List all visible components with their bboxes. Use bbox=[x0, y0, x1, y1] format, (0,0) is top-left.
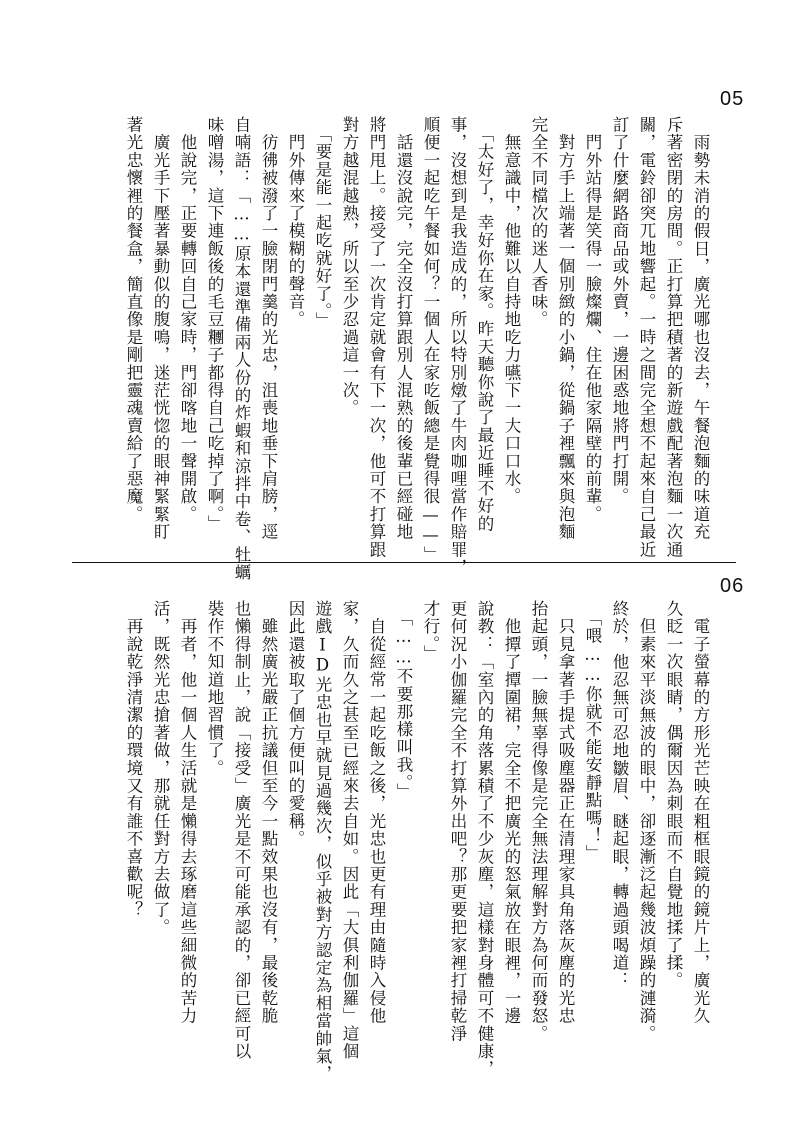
page-number-06: 06 bbox=[720, 575, 745, 597]
text-line: 對方越混越熟，所以至少忍過這一次。 bbox=[340, 116, 359, 417]
text-line: 也懶得制止，說「接受」廣光是不可能承認的，卻已經可以 bbox=[232, 600, 251, 1061]
text-line: 對方手上端著一個別緻的小鍋，從鍋子裡飄來與泡麵 bbox=[556, 116, 575, 541]
text-line: 更何況小伽羅完全不打算外出吧？那更要把家裡打掃乾淨 bbox=[448, 600, 467, 1043]
text-line: 門外傳來了模糊的聲音。 bbox=[286, 116, 305, 329]
text-line: 廣光手下壓著暴動似的腹鳴，迷茫恍惚的眼神緊緊盯 bbox=[151, 116, 170, 541]
text-line: 斥著密閉的房間。正打算把積著的新遊戲配著泡麵一次通 bbox=[664, 116, 683, 559]
page-05-text bbox=[74, 116, 714, 582]
text-line: 「……不要那樣叫我。」 bbox=[394, 600, 413, 801]
text-line: 雖然廣光嚴正抗議但至今一點效果也沒有，最後乾脆 bbox=[259, 600, 278, 1025]
text-line: 但素來平淡無波的眼中，卻逐漸泛起幾波煩躁的漣漪。 bbox=[637, 600, 656, 1043]
text-line: 活，既然光忠搶著做，那就任對方去做了。 bbox=[151, 600, 170, 937]
text-line: 訂了什麼網路商品或外賣，一邊困惑地將門打開。 bbox=[610, 116, 629, 506]
text-line: 電子螢幕的方形光芒映在粗框眼鏡的鏡片上，廣光久 bbox=[691, 600, 710, 1025]
text-line: 話還沒說完，完全沒打算跟別人混熟的後輩已經碰地 bbox=[394, 116, 413, 541]
text-line: 著光忠懷裡的餐盒，簡直像是剛把靈魂賣給了惡魔。 bbox=[124, 116, 143, 524]
text-line: 無意識中，他難以自持地吃力嚥下一大口口水。 bbox=[502, 116, 521, 506]
page-number-05: 05 bbox=[720, 88, 745, 110]
text-line: 因此還被取了個方便叫的愛稱。 bbox=[286, 600, 305, 848]
text-line: 順便一起吃午餐如何？一個人在家吃飯總是覺得很——」 bbox=[421, 116, 440, 564]
text-line: 彷彿被潑了一臉閉門羹的光忠，沮喪地垂下肩膀，逕 bbox=[259, 116, 278, 541]
text-line: 遊戲ID光忠也早就見過幾次，似乎被對方認定為相當帥氣， bbox=[313, 600, 332, 1083]
text-line: 將門甩上。接受了一次肯定就會有下一次，他可不打算跟 bbox=[367, 116, 386, 559]
text-line: 自喃語：「……原本還準備兩人份的炸蝦和涼拌中卷、牡蠣 bbox=[232, 116, 251, 582]
text-line: 家，久而久之甚至已經來去自如。因此「大俱利伽羅」這個 bbox=[340, 600, 359, 1061]
text-line: 他撢了撢圍裙，完全不把廣光的怒氣放在眼裡，一邊 bbox=[502, 600, 521, 1025]
text-line: 說教：「室內的角落累積了不少灰塵，這樣對身體可不健康， bbox=[475, 600, 494, 1078]
text-line: 味噌湯，這下連飯後的毛豆糰子都得自己吃掉了啊。」 bbox=[205, 116, 224, 533]
text-line: 再說乾淨清潔的環境又有誰不喜歡呢？ bbox=[124, 600, 143, 919]
text-line: 抬起頭，一臉無辜得像是完全無法理解對方為何而發怒。 bbox=[529, 600, 548, 1043]
text-line: 事，沒想到是我造成的，所以特別燉了牛肉咖哩當作賠罪， bbox=[448, 116, 467, 577]
text-line: 門外站得是笑得一臉燦爛、住在他家隔壁的前輩。 bbox=[583, 116, 602, 524]
text-line: 只見拿著手提式吸塵器正在清理家具角落灰塵的光忠 bbox=[556, 600, 575, 1025]
text-line: 他說完，正要轉回自己家時，門卻喀地一聲開啟。 bbox=[178, 116, 197, 524]
text-line: 裝作不知道地習慣了。 bbox=[205, 600, 224, 777]
text-line: 完全不同檔次的迷人香味。 bbox=[529, 116, 548, 329]
text-line: 「要是能一起吃就好了。」 bbox=[313, 116, 332, 330]
text-line: 久眨一次眼睛，偶爾因為刺眼而不自覺地揉了揉。 bbox=[664, 600, 683, 990]
page-divider bbox=[72, 562, 736, 563]
text-line: 自從經常一起吃飯之後，光忠也更有理由隨時入侵他 bbox=[367, 600, 386, 1025]
text-line: 「太好了，幸好你在家。昨天聽你說了最近睡不好的 bbox=[475, 116, 494, 533]
text-line: 「喂……你就不能安靜點嗎！」 bbox=[583, 600, 602, 863]
text-line: 關，電鈴卻突兀地響起。一時之間完全想不起來自己最近 bbox=[637, 116, 656, 559]
page-06-text bbox=[74, 600, 714, 1083]
text-line: 終於，他忍無可忍地皺眉、瞇起眼，轉過頭喝道： bbox=[610, 600, 629, 990]
text-line: 才行。」 bbox=[421, 600, 440, 663]
text-line: 雨勢未消的假日，廣光哪也沒去，午餐泡麵的味道充 bbox=[691, 116, 710, 541]
text-line: 再者，他一個人生活就是懶得去琢磨這些細微的苦力 bbox=[178, 600, 197, 1025]
